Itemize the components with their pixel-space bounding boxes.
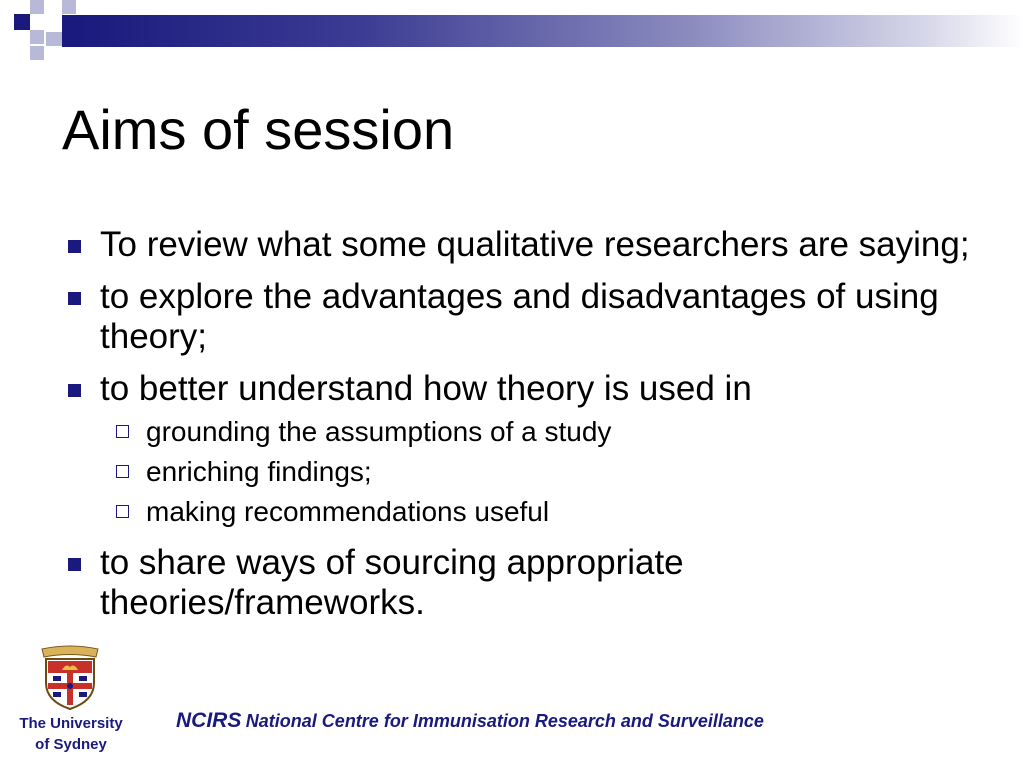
organization-abbreviation: NCIRS xyxy=(176,709,242,732)
sub-bullet-item xyxy=(62,455,982,489)
bullet-text: to share ways of sourcing appropriate theories/frameworks. xyxy=(100,543,684,622)
bullet-item xyxy=(62,369,982,409)
slide-title: Aims of session xyxy=(62,98,455,161)
sub-bullet-list xyxy=(62,415,982,529)
header-square-dark-1 xyxy=(14,14,30,30)
hollow-square-bullet-icon xyxy=(116,425,129,438)
filled-square-bullet-icon xyxy=(68,292,81,305)
header-square-light-4 xyxy=(46,32,62,46)
header-square-light-3 xyxy=(62,0,76,14)
hollow-square-bullet-icon xyxy=(116,505,129,518)
sub-bullet-text: making recommendations useful xyxy=(146,496,550,527)
sub-bullet-item xyxy=(62,415,982,449)
sub-bullet-item xyxy=(62,495,982,529)
slide-body xyxy=(62,225,982,635)
filled-square-bullet-icon xyxy=(68,240,81,253)
hollow-square-bullet-icon xyxy=(116,465,129,478)
header-gradient-bar xyxy=(78,15,1024,47)
header-square-light-1 xyxy=(30,0,44,14)
bullet-item xyxy=(62,277,982,357)
organization-name: National Centre for Immunisation Research and Surveillance xyxy=(245,711,764,731)
bullet-item xyxy=(62,543,982,623)
header-square-light-5 xyxy=(30,46,44,60)
filled-square-bullet-icon xyxy=(68,384,81,397)
university-name-line2: of Sydney xyxy=(35,736,107,753)
sub-bullet-text: enriching findings; xyxy=(146,456,372,487)
header-square-light-2 xyxy=(30,30,44,44)
university-crest-icon xyxy=(36,645,104,711)
bullet-text: to better understand how theory is used in xyxy=(100,369,752,408)
university-name xyxy=(6,713,136,755)
bullet-item xyxy=(62,225,982,265)
filled-square-bullet-icon xyxy=(68,558,81,571)
footer-organization xyxy=(176,709,764,733)
bullet-text: to explore the advantages and disadvantages of using theory; xyxy=(100,277,939,356)
sub-bullet-text: grounding the assumptions of a study xyxy=(146,416,612,447)
header-square-dark-2 xyxy=(62,15,78,47)
bullet-text: To review what some qualitative researchers are saying; xyxy=(100,225,970,264)
university-name-line1: The University xyxy=(19,715,123,732)
